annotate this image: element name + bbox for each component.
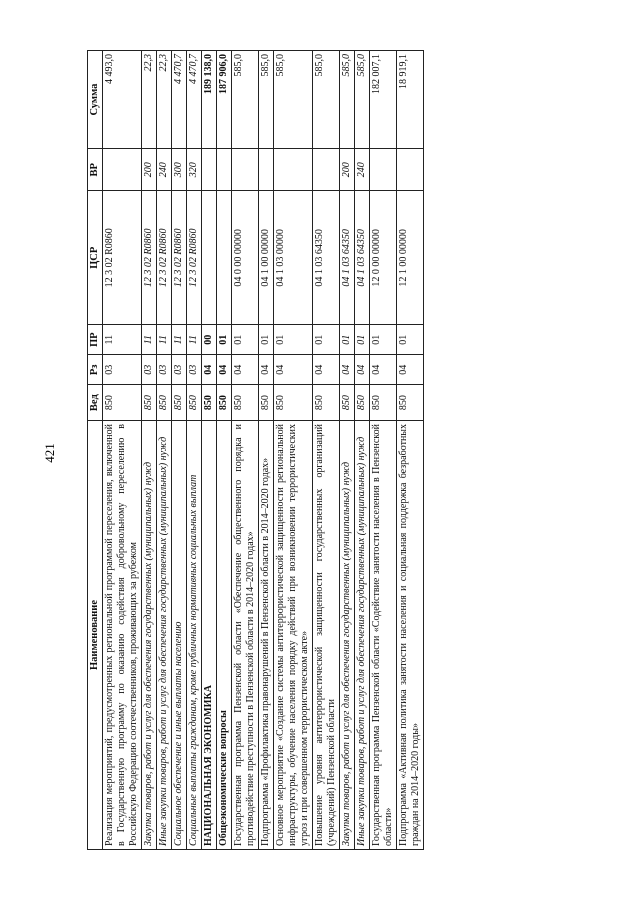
cell-ved: 850 [232, 385, 259, 421]
cell-sum: 182 007,1 [370, 51, 397, 149]
cell-pr: 01 [217, 325, 232, 355]
cell-sum: 4 470,7 [172, 51, 187, 149]
col-header-pr: ПР [88, 325, 103, 355]
cell-pr: 01 [313, 325, 340, 355]
cell-vr: 200 [142, 149, 157, 191]
cell-rz: 04 [397, 355, 424, 385]
table-row [397, 51, 424, 850]
cell-pr: 01 [274, 325, 313, 355]
table-row [157, 51, 172, 850]
cell-ved: 850 [217, 385, 232, 421]
cell-csr: 04 1 03 64350 [313, 191, 340, 325]
cell-pr: 01 [340, 325, 355, 355]
cell-vr [370, 149, 397, 191]
table-row [217, 51, 232, 850]
rotated-page [87, 50, 563, 850]
cell-rz: 04 [202, 355, 217, 385]
cell-name: Социальные выплаты гражданам, кроме публичных нормативных социальных выплат [187, 420, 202, 849]
cell-name: Государственная программа Пензенской области «Содействие занятости населения в Пензенской области» [370, 420, 397, 849]
table-header-row [88, 51, 103, 850]
cell-rz: 04 [232, 355, 259, 385]
cell-name: Общеэкономические вопросы [217, 420, 232, 849]
cell-name: Основное мероприятие «Создание системы антитеррористической защищенности региональной инфраструктуры, обучение населения порядку действий при возникновении террористических угроз и при совершенном террористическом акте» [274, 420, 313, 849]
cell-name: Закупка товаров, работ и услуг для обеспечения государственных (муниципальных) нужд [142, 420, 157, 849]
cell-vr [274, 149, 313, 191]
table-row [274, 51, 313, 850]
col-header-csr: ЦСР [88, 191, 103, 325]
cell-sum: 585,0 [274, 51, 313, 149]
cell-csr: 12 3 02 R0860 [142, 191, 157, 325]
cell-ved: 850 [103, 385, 142, 421]
table-row [340, 51, 355, 850]
cell-csr: 12 0 00 00000 [370, 191, 397, 325]
cell-csr: 12 3 02 R0860 [103, 191, 142, 325]
budget-table [87, 50, 424, 850]
cell-rz: 04 [340, 355, 355, 385]
cell-sum: 22,3 [157, 51, 172, 149]
cell-sum: 4 493,0 [103, 51, 142, 149]
col-header-rz: Рз [88, 355, 103, 385]
cell-rz: 04 [259, 355, 274, 385]
cell-vr: 200 [340, 149, 355, 191]
cell-rz: 04 [370, 355, 397, 385]
cell-pr: 01 [232, 325, 259, 355]
cell-vr: 300 [172, 149, 187, 191]
cell-pr: 11 [157, 325, 172, 355]
table-row [370, 51, 397, 850]
cell-vr [202, 149, 217, 191]
cell-vr [397, 149, 424, 191]
cell-ved: 850 [142, 385, 157, 421]
cell-pr: 01 [370, 325, 397, 355]
cell-ved: 850 [259, 385, 274, 421]
cell-vr [217, 149, 232, 191]
cell-vr [103, 149, 142, 191]
cell-ved: 850 [187, 385, 202, 421]
cell-csr: 04 1 00 00000 [259, 191, 274, 325]
cell-csr [217, 191, 232, 325]
cell-vr [259, 149, 274, 191]
cell-sum: 585,0 [340, 51, 355, 149]
cell-pr: 01 [397, 325, 424, 355]
cell-csr: 12 3 02 R0860 [157, 191, 172, 325]
table-row [142, 51, 157, 850]
cell-csr: 04 1 03 64350 [355, 191, 370, 325]
col-header-sum: Сумма [88, 51, 103, 149]
table-row [355, 51, 370, 850]
cell-rz: 03 [142, 355, 157, 385]
cell-csr: 04 1 03 64350 [340, 191, 355, 325]
cell-ved: 850 [274, 385, 313, 421]
cell-ved: 850 [313, 385, 340, 421]
cell-name: Подпрограмма «Активная политика занятости населения и социальная поддержка безработных граждан на 2014–2020 годы» [397, 420, 424, 849]
cell-rz: 03 [172, 355, 187, 385]
cell-rz: 04 [355, 355, 370, 385]
col-header-vr: ВР [88, 149, 103, 191]
page-number: 421 [42, 443, 57, 463]
cell-name: Подпрограмма «Профилактика правонарушений в Пензенской области в 2014–2020 годах» [259, 420, 274, 849]
cell-ved: 850 [340, 385, 355, 421]
cell-csr [202, 191, 217, 325]
cell-sum: 189 138,0 [202, 51, 217, 149]
cell-pr: 01 [355, 325, 370, 355]
cell-rz: 03 [187, 355, 202, 385]
cell-sum: 585,0 [313, 51, 340, 149]
cell-rz: 03 [103, 355, 142, 385]
cell-csr: 04 0 00 00000 [232, 191, 259, 325]
cell-vr [313, 149, 340, 191]
cell-pr: 01 [259, 325, 274, 355]
cell-pr: 11 [187, 325, 202, 355]
cell-sum: 187 906,0 [217, 51, 232, 149]
cell-vr: 240 [157, 149, 172, 191]
cell-csr: 12 3 02 R0860 [172, 191, 187, 325]
col-header-ved: Вед [88, 385, 103, 421]
cell-name: Закупка товаров, работ и услуг для обеспечения государственных (муниципальных) нужд [340, 420, 355, 849]
cell-vr: 320 [187, 149, 202, 191]
cell-rz: 03 [157, 355, 172, 385]
col-header-name: Наименование [88, 420, 103, 849]
cell-rz: 04 [217, 355, 232, 385]
cell-pr: 11 [103, 325, 142, 355]
table-row [232, 51, 259, 850]
cell-sum: 4 470,7 [187, 51, 202, 149]
cell-rz: 04 [274, 355, 313, 385]
cell-name: Иные закупки товаров, работ и услуг для обеспечения государственных (муниципальных) нужд [355, 420, 370, 849]
cell-pr: 00 [202, 325, 217, 355]
cell-name: НАЦИОНАЛЬНАЯ ЭКОНОМИКА [202, 420, 217, 849]
cell-ved: 850 [202, 385, 217, 421]
cell-ved: 850 [370, 385, 397, 421]
cell-name: Иные закупки товаров, работ и услуг для обеспечения государственных (муниципальных) нужд [157, 420, 172, 849]
cell-name: Повышение уровня антитеррористической защищенности государственных организаций (учреждений) Пензенской области [313, 420, 340, 849]
cell-ved: 850 [157, 385, 172, 421]
cell-sum: 18 919,1 [397, 51, 424, 149]
table-row [187, 51, 202, 850]
cell-pr: 11 [172, 325, 187, 355]
table-row [259, 51, 274, 850]
cell-vr: 240 [355, 149, 370, 191]
cell-name: Реализация мероприятий, предусмотренных региональной программой переселения, включенной в Государственную программу по оказанию содействия добровольному переселению в Российскую Федерацию соотечественников, проживающих за рубежом [103, 420, 142, 849]
cell-ved: 850 [397, 385, 424, 421]
cell-sum: 585,0 [232, 51, 259, 149]
cell-sum: 585,0 [355, 51, 370, 149]
table-row [103, 51, 142, 850]
table-row [313, 51, 340, 850]
cell-name: Социальное обеспечение и иные выплаты населению [172, 420, 187, 849]
cell-name: Государственная программа Пензенской области «Обеспечение общественного порядка и противодействие преступности в Пензенской области в 2014–2020 годах» [232, 420, 259, 849]
cell-pr: 11 [142, 325, 157, 355]
cell-vr [232, 149, 259, 191]
cell-csr: 04 1 03 00000 [274, 191, 313, 325]
cell-rz: 04 [313, 355, 340, 385]
cell-ved: 850 [172, 385, 187, 421]
table-body [103, 51, 424, 850]
cell-sum: 585,0 [259, 51, 274, 149]
table-row [172, 51, 187, 850]
table-row [202, 51, 217, 850]
cell-csr: 12 3 02 R0860 [187, 191, 202, 325]
cell-sum: 22,3 [142, 51, 157, 149]
cell-csr: 12 1 00 00000 [397, 191, 424, 325]
cell-ved: 850 [355, 385, 370, 421]
